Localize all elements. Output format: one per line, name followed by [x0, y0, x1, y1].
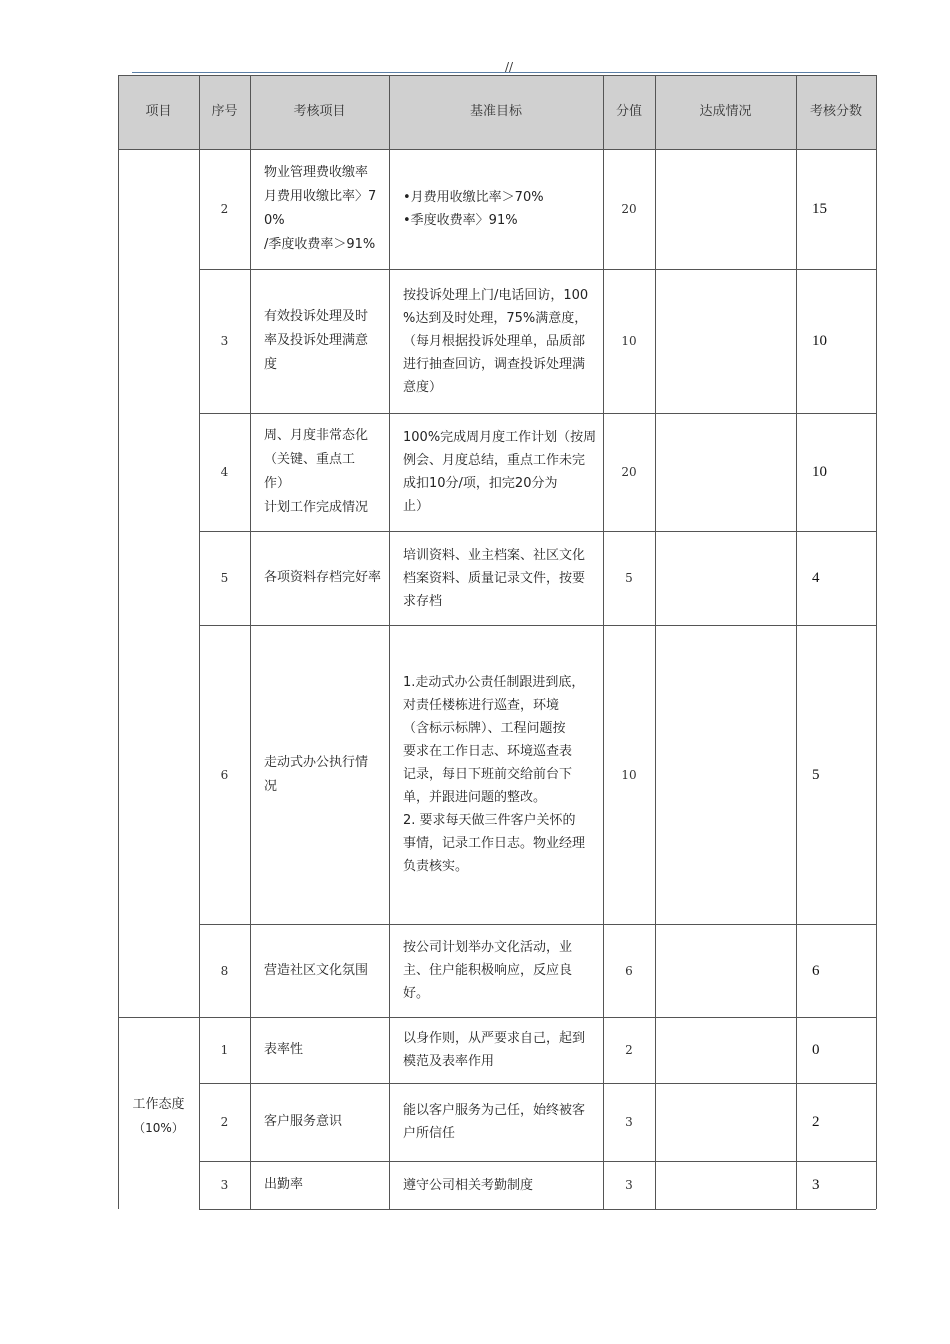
row-points: 2 [625, 1043, 633, 1057]
row-assessment-item [250, 924, 389, 1017]
row-target [389, 1083, 603, 1161]
text-line: /季度收费率＞91% [264, 237, 376, 252]
text-line: •季度收费率〉91% [403, 213, 518, 228]
text-line: %达到及时处理，75%满意度， [403, 310, 588, 326]
row-index: 1 [220, 1043, 229, 1057]
row-index: 2 [220, 1115, 229, 1129]
group-label-work-attitude: 工作态度 （10%） [132, 1097, 185, 1135]
col-header-project: 项目 [145, 104, 172, 119]
row-target [389, 531, 603, 625]
page-header-mark: // [505, 60, 514, 74]
text-line: 走动式办公执行情 [264, 754, 369, 770]
text-line: 以身作则，从严要求自己，起到 [403, 1031, 586, 1046]
text-line: 止） [403, 499, 430, 514]
text-line: 客户服务意识 [264, 1114, 343, 1129]
row-status [655, 924, 796, 1017]
row-index: 5 [220, 571, 229, 585]
row-index: 8 [220, 963, 229, 978]
col-header-target: 基准目标 [469, 104, 522, 119]
text-line: 意度） [403, 379, 443, 395]
row-index: 3 [220, 1178, 229, 1192]
row-target [389, 269, 603, 413]
column-divider [118, 75, 119, 1209]
row-assessment-item [250, 531, 389, 625]
text-line: 出勤率 [264, 1177, 304, 1192]
text-line: 营造社区文化氛围 [264, 962, 369, 978]
row-points: 3 [625, 1115, 633, 1129]
row-score: 10 [812, 333, 827, 349]
row-target [389, 625, 603, 924]
text-line: （关键、重点工 [264, 452, 356, 467]
text-line: 记录，每日下班前交给前台下 [403, 767, 573, 782]
text-line: •月费用收缴比率＞70% [403, 190, 544, 205]
text-line: （每月根据投诉处理单，品质部 [403, 333, 586, 349]
text-line: 有效投诉处理及时 [264, 309, 369, 324]
text-line: 负责核实。 [403, 859, 469, 874]
text-line: 例会、月度总结，重点工作未完 [403, 453, 586, 468]
row-status [655, 149, 796, 269]
text-line: 度 [264, 357, 278, 372]
text-line: 要求在工作日志、环境巡查表 [403, 744, 573, 759]
row-status [655, 1083, 796, 1161]
column-divider [876, 75, 877, 1209]
text-line: 主、住户能积极响应，反应良 [403, 963, 573, 978]
row-points: 6 [625, 963, 633, 978]
row-points: 5 [625, 571, 633, 585]
col-header-points: 分值 [615, 104, 642, 119]
col-header-score: 考核分数 [809, 104, 862, 119]
text-line: 表率性 [264, 1042, 304, 1057]
text-line: 1.走动式办公责任制跟进到底， [403, 675, 585, 690]
row-score: 3 [812, 1177, 820, 1193]
row-index: 2 [220, 202, 229, 216]
row-assessment-item [250, 269, 389, 413]
text-line: 100%完成周月度工作计划（按周 [403, 430, 597, 445]
row-assessment-item [250, 413, 389, 531]
row-points: 10 [621, 334, 637, 348]
text-line: 按公司计划举办文化活动，业 [403, 940, 573, 955]
text-line: 事情，记录工作日志。物业经理 [403, 836, 586, 851]
row-status [655, 625, 796, 924]
row-target [389, 1017, 603, 1083]
row-target [389, 1161, 603, 1209]
text-line: 0% [264, 213, 285, 228]
row-score: 4 [812, 570, 820, 586]
text-line: 进行抽查回访，调查投诉处理满 [403, 356, 586, 372]
row-status [655, 413, 796, 531]
row-target [389, 149, 603, 269]
row-assessment-item [250, 149, 389, 269]
row-score: 15 [812, 201, 827, 217]
row-assessment-item [250, 1083, 389, 1161]
table-bottom-border [199, 1209, 876, 1210]
row-status [655, 1017, 796, 1083]
row-assessment-item [250, 1161, 389, 1209]
row-assessment-item [250, 625, 389, 924]
row-target [389, 924, 603, 1017]
text-line: （含标示标牌）、工程问题按 [403, 721, 566, 736]
text-line: 模范及表率作用 [403, 1054, 495, 1069]
row-score: 6 [812, 962, 820, 979]
row-status [655, 1161, 796, 1209]
row-score: 10 [812, 464, 827, 480]
row-index: 3 [220, 334, 229, 348]
text-line: 物业管理费收缴率 [264, 165, 369, 180]
text-line: 求存档 [403, 593, 443, 609]
row-points: 10 [621, 767, 637, 782]
row-points: 3 [625, 1178, 633, 1192]
text-line: 月费用收缴比率〉7 [264, 189, 377, 204]
text-line: 况 [264, 778, 278, 794]
row-score: 2 [812, 1114, 820, 1130]
text-line: 遵守公司相关考勤制度 [403, 1177, 534, 1193]
col-header-item: 考核项目 [293, 104, 346, 119]
row-points: 20 [621, 202, 637, 216]
text-line: 培训资料、业主档案、社区文化 [403, 547, 586, 563]
text-line: 各项资料存档完好率 [264, 570, 382, 585]
text-line: 能以客户服务为己任，始终被客 [403, 1103, 586, 1118]
col-header-index: 序号 [211, 104, 238, 119]
text-line: 计划工作完成情况 [264, 500, 369, 515]
text-line: 成扣10分/项，扣完20分为 [403, 476, 558, 491]
row-index: 4 [220, 465, 229, 479]
row-index: 6 [220, 767, 229, 782]
text-line: 档案资料、质量记录文件，按要 [403, 570, 586, 586]
row-points: 20 [621, 465, 637, 479]
row-target [389, 413, 603, 531]
row-score: 5 [812, 766, 820, 783]
table-top-border [118, 75, 876, 76]
text-line: 按投诉处理上门/电话回访，100 [403, 287, 589, 303]
text-line: 户所信任 [403, 1126, 456, 1141]
text-line: 单，并跟进问题的整改。 [403, 790, 547, 805]
row-status [655, 269, 796, 413]
text-line: 2. 要求每天做三件客户关怀的 [403, 813, 576, 828]
text-line: 对责任楼栋进行巡查，环境 [403, 698, 560, 713]
text-line: 率及投诉处理满意 [264, 333, 369, 348]
text-line: 好。 [403, 986, 430, 1001]
row-score: 0 [812, 1042, 820, 1058]
row-assessment-item [250, 1017, 389, 1083]
row-status [655, 531, 796, 625]
col-header-status: 达成情况 [699, 104, 752, 119]
text-line: 作） [264, 476, 291, 491]
text-line: 周、月度非常态化 [264, 428, 369, 443]
